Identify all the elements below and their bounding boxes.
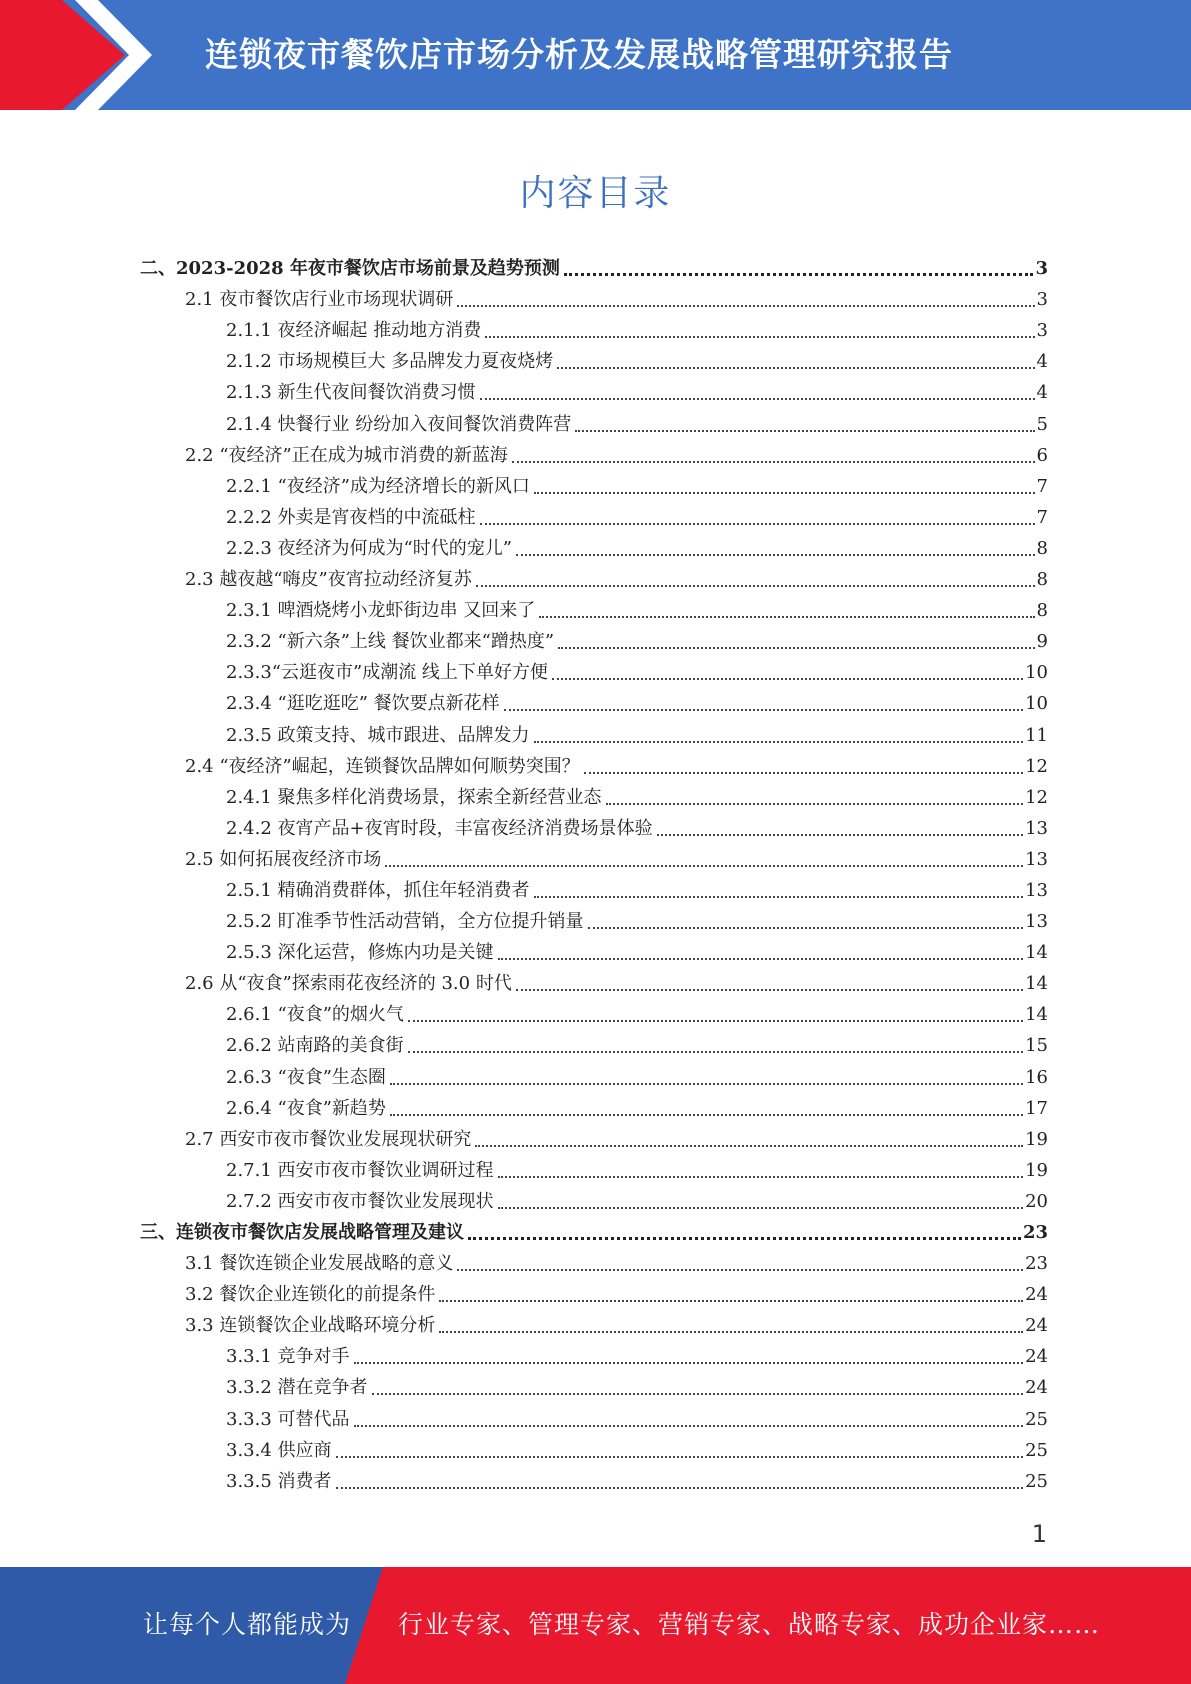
toc-entry[interactable] (0, 688, 1191, 719)
dot-leader (588, 919, 1024, 929)
toc-entry[interactable] (0, 813, 1191, 844)
toc-entry-page: 13 (1025, 848, 1048, 870)
toc-entry-page: 6 (1036, 444, 1048, 466)
toc-entry-title: 2.3.2 “新六条”上线 餐饮业都来“蹭热度” (226, 631, 555, 653)
dot-leader (336, 1479, 1024, 1489)
toc-entry[interactable] (0, 937, 1191, 968)
toc-entry-title: 2.3.3“云逛夜市”成潮流 线上下单好方便 (226, 662, 548, 684)
toc-entry[interactable] (0, 1093, 1191, 1124)
toc-entry[interactable] (0, 1310, 1191, 1341)
toc-entry[interactable] (0, 1186, 1191, 1217)
toc-entry[interactable] (0, 1341, 1191, 1372)
toc-entry[interactable] (0, 284, 1191, 315)
footer-banner (0, 1567, 1191, 1684)
toc-entry-title: 2.5.2 盯准季节性活动营销，全方位提升销量 (226, 911, 584, 933)
toc-entry-title: 2.3.1 啤酒烧烤小龙虾街边串 又回来了 (226, 600, 536, 622)
toc-entry-page: 3 (1036, 289, 1048, 311)
dot-leader (480, 390, 1035, 400)
toc-entry-title: 2.3 越夜越“嗨皮”夜宵拉动经济复苏 (185, 569, 472, 591)
dot-leader (372, 1385, 1024, 1395)
toc-entry-page: 24 (1025, 1377, 1048, 1399)
toc-entry-title: 2.6.1 “夜食”的烟火气 (226, 1004, 404, 1026)
toc-entry[interactable] (0, 315, 1191, 346)
dot-leader (468, 1230, 1021, 1240)
dot-leader (534, 733, 1024, 743)
dot-leader (516, 981, 1023, 991)
toc-entry[interactable] (0, 657, 1191, 688)
header-arrow-decoration (0, 0, 220, 110)
dot-leader (476, 577, 1035, 587)
dot-leader (439, 1323, 1023, 1333)
toc-entry[interactable] (0, 1124, 1191, 1155)
toc-entry[interactable] (0, 440, 1191, 471)
toc-entry-page: 13 (1025, 817, 1048, 839)
toc-entry-page: 19 (1025, 1128, 1048, 1150)
toc-entry-page: 12 (1025, 755, 1048, 777)
toc-entry[interactable] (0, 253, 1191, 284)
toc-entry-page: 7 (1036, 506, 1048, 528)
dot-leader (575, 422, 1034, 432)
toc-entry[interactable] (0, 968, 1191, 999)
toc-entry[interactable] (0, 906, 1191, 937)
toc-entry-title: 2.2.2 外卖是宵夜档的中流砥柱 (226, 506, 476, 528)
toc-entry-page: 24 (1025, 1315, 1048, 1337)
toc-entry-page: 17 (1025, 1097, 1048, 1119)
dot-leader (516, 546, 1035, 556)
dot-leader (385, 857, 1023, 867)
toc-entry-title: 2.2.3 夜经济为何成为“时代的宠儿” (226, 537, 512, 559)
toc-entry[interactable] (0, 1466, 1191, 1497)
dot-leader (390, 1075, 1023, 1085)
toc-entry-page: 11 (1025, 724, 1048, 746)
toc-entry-page: 5 (1036, 413, 1048, 435)
toc-entry-title: 2.1.1 夜经济崛起 推动地方消费 (226, 320, 482, 342)
toc-entry-page: 23 (1025, 1253, 1048, 1275)
toc-entry-title: 三、连锁夜市餐饮店发展战略管理及建议 (140, 1222, 464, 1243)
toc-entry-title: 二、2023-2028 年夜市餐饮店市场前景及趋势预测 (140, 258, 560, 280)
report-title: 连锁夜市餐饮店市场分析及发展战略管理研究报告 (205, 35, 953, 74)
toc-entry-page: 13 (1025, 879, 1048, 901)
toc-entry-title: 2.6 从“夜食”探索雨花夜经济的 3.0 时代 (185, 973, 512, 995)
header-banner (0, 0, 1191, 110)
toc-entry-page: 14 (1025, 942, 1048, 964)
toc-entry[interactable] (0, 1248, 1191, 1279)
toc-entry-page: 8 (1036, 600, 1048, 622)
toc-entry-page: 19 (1025, 1159, 1048, 1181)
dot-leader (534, 888, 1024, 898)
dot-leader (457, 1261, 1023, 1271)
dot-leader (336, 1448, 1024, 1458)
toc-entry[interactable] (0, 751, 1191, 782)
toc-entry-title: 2.7 西安市夜市餐饮业发展现状研究 (185, 1128, 472, 1150)
toc-entry-title: 2.6.2 站南路的美食街 (226, 1035, 404, 1057)
dot-leader (485, 328, 1034, 338)
toc-entry-title: 2.3.4 “逛吃逛吃” 餐饮要点新花样 (226, 693, 500, 715)
toc-entry-title: 3.3.5 消费者 (226, 1470, 332, 1492)
toc-entry-title: 2.5.3 深化运营，修炼内功是关键 (226, 942, 494, 964)
toc-entry[interactable] (0, 595, 1191, 626)
toc-entry[interactable] (0, 471, 1191, 502)
dot-leader (475, 1137, 1023, 1147)
toc-entry-page: 13 (1025, 911, 1048, 933)
toc-entry[interactable] (0, 875, 1191, 906)
toc-entry-page: 24 (1025, 1346, 1048, 1368)
toc-entry[interactable] (0, 408, 1191, 439)
toc-entry-title: 2.6.4 “夜食”新趋势 (226, 1097, 386, 1119)
page-number: 1 (1031, 1520, 1047, 1548)
dot-leader (498, 950, 1024, 960)
toc-entry-page: 23 (1022, 1222, 1048, 1243)
dot-leader (558, 639, 1034, 649)
toc-entry-page: 8 (1036, 569, 1048, 591)
toc-entry[interactable] (0, 1030, 1191, 1061)
dot-leader (457, 297, 1034, 307)
toc-entry-page: 3 (1035, 258, 1048, 280)
toc-entry-page: 4 (1036, 382, 1048, 404)
toc-entry-title: 3.1 餐饮连锁企业发展战略的意义 (185, 1253, 454, 1275)
toc-entry-page: 16 (1025, 1066, 1048, 1088)
dot-leader (480, 515, 1035, 525)
dot-leader (439, 1292, 1023, 1302)
toc-entry-page: 10 (1025, 662, 1048, 684)
footer-slogan-right: 行业专家、管理专家、营销专家、战略专家、成功企业家…… (398, 1610, 1101, 1639)
toc-entry-page: 14 (1025, 1004, 1048, 1026)
toc-entry-page: 24 (1025, 1284, 1048, 1306)
toc-entry[interactable] (0, 999, 1191, 1030)
toc-entry[interactable] (0, 377, 1191, 408)
toc-entry-page: 14 (1025, 973, 1048, 995)
toc-entry-title: 2.5 如何拓展夜经济市场 (185, 848, 382, 870)
dot-leader (354, 1417, 1024, 1427)
toc-entry-title: 2.7.2 西安市夜市餐饮业发展现状 (226, 1190, 494, 1212)
toc-entry-page: 25 (1025, 1408, 1048, 1430)
toc-entry-title: 3.3.4 供应商 (226, 1439, 332, 1461)
toc-entry-title: 2.4.1 聚焦多样化消费场景，探索全新经营业态 (226, 786, 602, 808)
toc-entry-title: 2.1.2 市场规模巨大 多品牌发力夏夜烧烤 (226, 351, 554, 373)
dot-leader (534, 484, 1035, 494)
dot-leader (564, 266, 1034, 276)
dot-leader (539, 608, 1034, 618)
toc-entry[interactable] (0, 782, 1191, 813)
toc-entry[interactable] (0, 1403, 1191, 1434)
toc-entry[interactable] (0, 502, 1191, 533)
toc-entry-title: 2.4.2 夜宵产品+夜宵时段，丰富夜经济消费场景体验 (226, 817, 653, 839)
toc-entry[interactable] (0, 1155, 1191, 1186)
toc-entry[interactable] (0, 626, 1191, 657)
dot-leader (657, 826, 1023, 836)
toc-entry-title: 2.2 “夜经济”正在成为城市消费的新蓝海 (185, 444, 508, 466)
toc-entry[interactable] (0, 719, 1191, 750)
toc-entry[interactable] (0, 1372, 1191, 1403)
dot-leader (512, 453, 1035, 463)
toc-entry-page: 25 (1025, 1439, 1048, 1461)
toc-entry-title: 2.2.1 “夜经济”成为经济增长的新风口 (226, 475, 530, 497)
dot-leader (557, 359, 1034, 369)
toc-entry[interactable] (0, 1217, 1191, 1248)
toc-entry-page: 4 (1036, 351, 1048, 373)
toc-entry-title: 2.1.4 快餐行业 纷纷加入夜间餐饮消费阵营 (226, 413, 572, 435)
toc-entry-page: 25 (1025, 1470, 1048, 1492)
toc-entry-title: 3.2 餐饮企业连锁化的前提条件 (185, 1284, 436, 1306)
toc-entry[interactable] (0, 564, 1191, 595)
toc-entry-title: 2.1 夜市餐饮店行业市场现状调研 (185, 289, 454, 311)
toc-entry-title: 2.7.1 西安市夜市餐饮业调研过程 (226, 1159, 494, 1181)
toc-entry-page: 7 (1036, 475, 1048, 497)
dot-leader (504, 701, 1023, 711)
dot-leader (498, 1168, 1024, 1178)
toc-entry-title: 3.3 连锁餐饮企业战略环境分析 (185, 1315, 436, 1337)
toc-entry-title: 2.4 “夜经济”崛起，连锁餐饮品牌如何顺势突围？ (185, 755, 580, 777)
table-of-contents (0, 253, 1191, 1497)
toc-entry[interactable] (0, 844, 1191, 875)
toc-entry[interactable] (0, 346, 1191, 377)
toc-entry-title: 2.3.5 政策支持、城市跟进、品牌发力 (226, 724, 530, 746)
dot-leader (354, 1354, 1024, 1364)
toc-entry-page: 12 (1025, 786, 1048, 808)
dot-leader (606, 795, 1024, 805)
toc-entry-page: 3 (1036, 320, 1048, 342)
toc-entry[interactable] (0, 1435, 1191, 1466)
toc-entry-title: 3.3.1 竞争对手 (226, 1346, 350, 1368)
toc-entry-title: 2.6.3 “夜食”生态圈 (226, 1066, 386, 1088)
toc-heading: 内容目录 (519, 173, 672, 214)
dot-leader (390, 1106, 1023, 1116)
toc-entry[interactable] (0, 533, 1191, 564)
toc-entry-title: 2.1.3 新生代夜间餐饮消费习惯 (226, 382, 476, 404)
toc-entry[interactable] (0, 1279, 1191, 1310)
dot-leader (584, 764, 1023, 774)
dot-leader (408, 1043, 1024, 1053)
toc-entry-page: 15 (1025, 1035, 1048, 1057)
toc-entry-title: 3.3.2 潜在竞争者 (226, 1377, 368, 1399)
toc-entry-page: 8 (1036, 537, 1048, 559)
dot-leader (498, 1199, 1024, 1209)
dot-leader (408, 1012, 1023, 1022)
dot-leader (552, 670, 1023, 680)
toc-entry-title: 2.5.1 精确消费群体，抓住年轻消费者 (226, 879, 530, 901)
footer-slogan-left: 让每个人都能成为 (143, 1610, 352, 1639)
toc-entry-title: 3.3.3 可替代品 (226, 1408, 350, 1430)
toc-entry-page: 20 (1025, 1190, 1048, 1212)
toc-entry-page: 9 (1036, 631, 1048, 653)
toc-entry[interactable] (0, 1061, 1191, 1092)
toc-entry-page: 10 (1025, 693, 1048, 715)
